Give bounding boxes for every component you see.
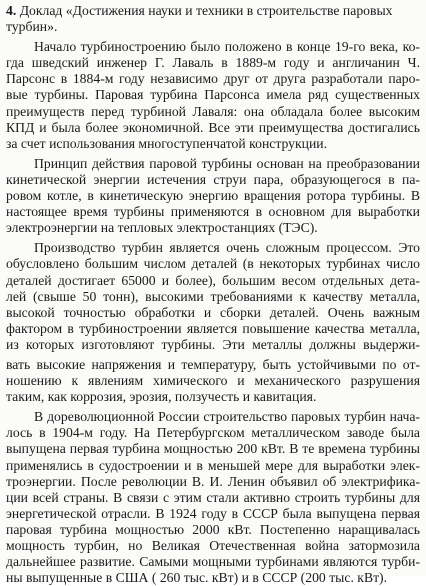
task-number: 4.	[6, 3, 17, 18]
text-line: применялись в судостроении и в меньшей мере для выработки элек-	[6, 457, 420, 473]
text-line: за счет использования многоступенчатой конструкции.	[6, 135, 328, 151]
text-line: гда шведский инженер Г. Лаваль в 1889-м году и англичанин Ч.	[6, 55, 420, 71]
text-line: обусловлено большим числом деталей (в некоторых турбинах число	[6, 256, 420, 272]
paragraph-production	[6, 240, 420, 405]
text-line: выпущена первая турбина мощностью 200 кВт. В те времена турбины	[6, 441, 420, 457]
text-line: В дореволюционной России строительство паровых турбин нача-	[34, 409, 420, 425]
text-line: из которых изготовляют турбины. Эти металлы должны выдержи-	[6, 336, 420, 352]
text-line: ции всей страны. В связи с этим стали активно строить турбины для	[6, 489, 420, 505]
text-line: кинетической энергии истечения струи пара, образующегося в па-	[6, 171, 420, 187]
text-line: Начало турбиностроению было положено в конце 19-го века, ко-	[34, 39, 420, 55]
text-line: мощность турбин, но Великая Отечественная война затормозила	[6, 538, 420, 553]
text-line: вые турбины. Паровая турбина Парсонса имела ряд существенных	[6, 87, 420, 103]
text-line: таким, как коррозия, эрозия, ползучесть и кавитация.	[6, 389, 317, 405]
heading-line	[6, 3, 420, 19]
text-line: вать высокие напряжения и температуру, быть устойчивыми по от-	[6, 356, 420, 372]
paragraph-history	[6, 39, 420, 152]
text-line: электроэнергии на тепловых электростанциях (ТЭС).	[6, 220, 318, 236]
text-line: лось в 1904-м году. На Петербургском металлическом заводе была	[6, 425, 420, 441]
text-line: деталей достигает 65000 и более), большим весом отдельных дета-	[6, 272, 420, 288]
text-line: КПД и была более экономичной. Все эти преимущества достигались	[6, 119, 420, 135]
text-line: преимуществ перед турбиной Лаваля: она обладала более высоким	[6, 103, 420, 119]
text-line: лей (свыше 50 тонн), высокими требованиями к качеству металла,	[6, 288, 420, 304]
heading-text: Доклад «Достижения науки и техники в строительстве паровых	[19, 3, 393, 18]
text-line: фактором в турбиностроении является повышение качества металла,	[6, 320, 420, 336]
text-line: ны выпущенные в США ( 260 тыс. кВт) и в СССР (200 тыс. кВт).	[6, 570, 388, 586]
text-line: Принцип действия паровой турбины основан на преобразовании	[34, 155, 420, 171]
text-line: ношению к явлениям химического и механического разрушения	[6, 373, 420, 389]
paragraph-russia	[6, 409, 420, 586]
text-line: Производство турбин является очень сложным процессом. Это	[34, 240, 420, 256]
text-line: дальнейшее развитие. Самыми мощными турбинами являются турби-	[6, 554, 420, 570]
text-line: ровом котле, в кинетическую энергию вращения ротора турбины. В	[6, 188, 420, 204]
text-line: троэнергии. После революции В. И. Ленин объявил об электрифика-	[6, 473, 420, 489]
text-line: настоящее время турбины применяются в основном для выработки	[6, 204, 420, 220]
report-heading	[6, 3, 420, 35]
text-line: паровая турбина мощностью 2000 кВт. Постепенно наращивалась	[6, 521, 420, 537]
text-line: Парсонс в 1884-м году независимо друг от друга разработали паро-	[6, 71, 420, 87]
text-line: энергетической отрасли. В 1924 году в СССР была выпущена первая	[6, 505, 420, 521]
text-line: высокой точностью обработки и сборки деталей. Очень важным	[6, 304, 420, 320]
heading-line: турбин».	[6, 19, 58, 35]
paragraph-principle	[6, 156, 420, 236]
